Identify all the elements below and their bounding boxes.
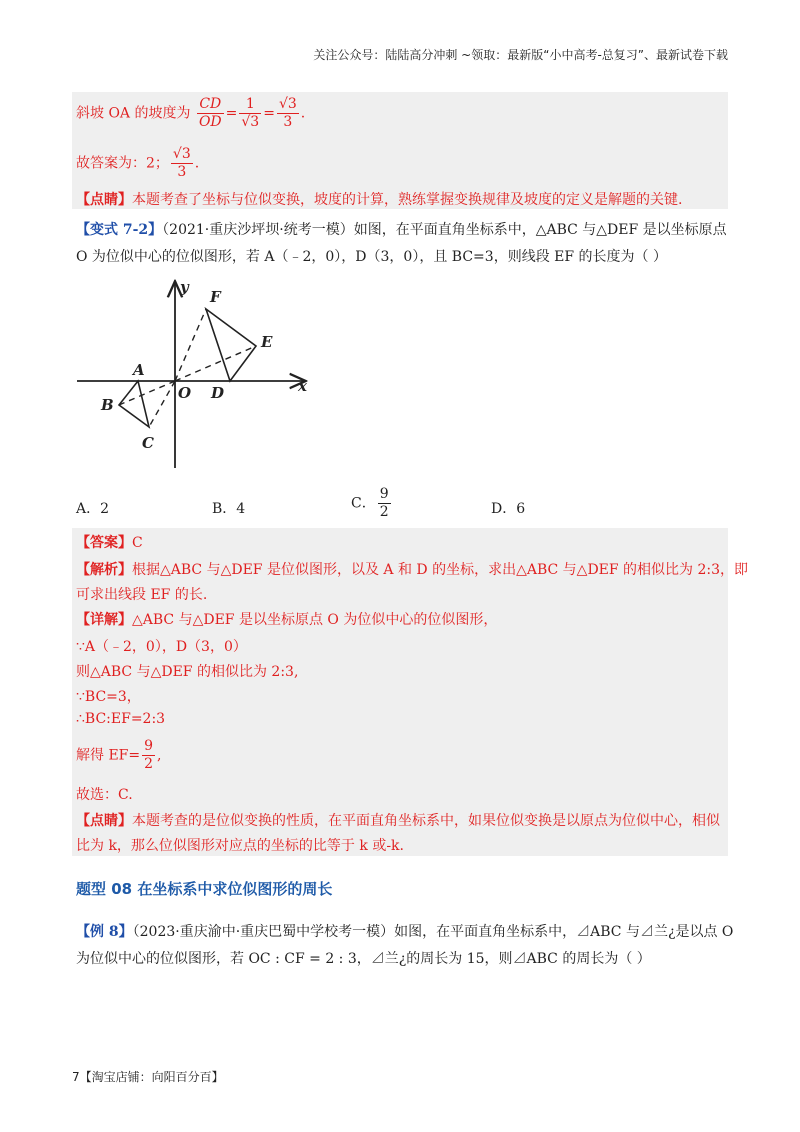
detail-line-7: 故选：C. (76, 787, 133, 803)
detail-line-6: 解得 EF= $\frac{9}{2}$ , (76, 738, 162, 772)
prev-comment-line: 【点睛】本题考查了坐标与位似变换，坡度的计算，熟练掌握变换规律及坡度的定义是解题的关键. (76, 192, 683, 208)
triangle-def (206, 309, 256, 381)
fraction-answer: $\frac{√3}{3}$ (172, 146, 191, 180)
section-title: 题型 08 在坐标系中求位似图形的周长 (76, 880, 333, 898)
comment-line-1: 【点睛】本题考查的是位似变换的性质，在平面直角坐标系中，如果位似变换是以原点为位似中心，相似 (76, 813, 720, 829)
option-b[interactable]: B．4 (212, 501, 246, 517)
option-d[interactable]: D．6 (491, 501, 526, 517)
slope-prefix: 斜坡 OA 的坡度为 (76, 105, 191, 122)
analysis-line-2: 可求出线段 EF 的长. (76, 587, 208, 603)
label-o: O (178, 384, 192, 402)
label-f: F (210, 288, 221, 306)
label-x: x (298, 377, 307, 395)
comment-line-2: 比为 k，那么位似图形对应点的坐标的比等于 k 或-k. (76, 838, 404, 854)
answer-line: 【答案】C (76, 535, 143, 551)
label-e: E (261, 333, 273, 351)
example-line-2: 为位似中心的位似图形，若 OC : CF = 2 : 3，⊿兰¿的周长为 15，则⊿ABC 的周长为（ ） (76, 951, 651, 967)
fraction-sqrt3-3: $\frac{√3}{3}$ (278, 96, 297, 130)
detail-line-2: ∵A（﹣2，0），D（3，0） (76, 639, 247, 655)
label-d: D (211, 384, 225, 402)
option-c[interactable]: C． $\frac{9}{2}$ (351, 486, 389, 520)
example-line-1: 【例 8】（2023·重庆渝中·重庆巴蜀中学校考一模）如图，在平面直角坐标系中，⊿ABC 与⊿兰¿是以点 O (76, 924, 734, 940)
label-b: B (101, 396, 114, 414)
fraction-1-sqrt3: $\frac{1}{√3}$ (241, 96, 260, 130)
detail-line-3: 则△ABC 与△DEF 的相似比为 2:3, (76, 664, 299, 680)
option-a[interactable]: A．2 (76, 501, 110, 517)
detail-line-4: ∵BC=3， (76, 689, 141, 705)
dash-o-b (119, 381, 175, 405)
slope-line: 斜坡 OA 的坡度为 $\frac{CD}{OD}$ = $\frac{1}{√3}$ = $\frac{√3}{3}$ . (76, 96, 306, 130)
coordinate-figure (72, 278, 322, 478)
variant-line-1: 【变式 7-2】（2021·重庆沙坪坝·统考一模）如图，在平面直角坐标系中，△ABC 与△DEF 是以坐标原点 (76, 222, 727, 238)
fraction-cd-od: $\frac{CD}{OD}$ (198, 96, 222, 130)
detail-line-5: ∴BC:EF=2:3 (76, 711, 166, 727)
variant-line-2: O 为位似中心的位似图形，若 A（﹣2，0），D（3，0），且 BC=3，则线段 EF 的长度为（ ） (76, 249, 667, 265)
label-y: y (180, 278, 189, 296)
prev-answer-line: 故答案为：2； $\frac{√3}{3}$ . (76, 146, 200, 180)
triangle-abc (119, 381, 149, 427)
page-footer: 7【淘宝店铺：向阳百分百】 (72, 1070, 224, 1084)
page-header: 关注公众号：陆陆高分冲刺 ~领取：最新版“小中高考-总复习”、最新试卷下载 (313, 48, 728, 62)
label-c: C (142, 434, 154, 452)
detail-line-1: 【详解】△ABC 与△DEF 是以坐标原点 O 为位似中心的位似图形， (76, 612, 498, 628)
dash-o-f (175, 309, 206, 381)
analysis-line-1: 【解析】根据△ABC 与△DEF 是位似图形，以及 A 和 D 的坐标，求出△ABC 与△DEF 的相似比为 2:3，即 (76, 562, 749, 578)
dash-o-c (149, 381, 175, 427)
label-a: A (133, 361, 145, 379)
